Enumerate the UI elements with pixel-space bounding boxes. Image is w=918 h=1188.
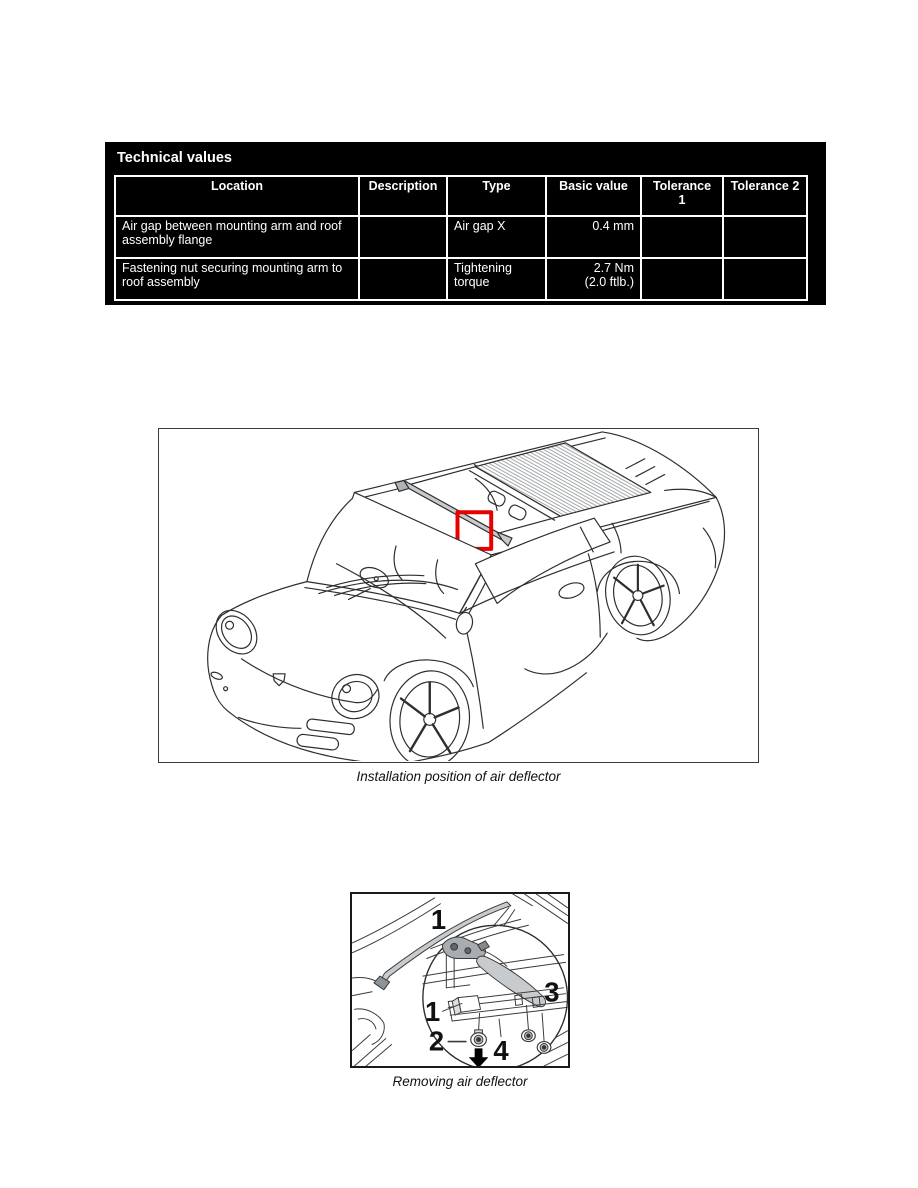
col-header-type: Type — [447, 176, 546, 216]
figure-2-caption: Removing air deflector — [392, 1074, 528, 1089]
figure-1-caption: Installation position of air deflector — [356, 769, 561, 784]
installation-position-figure — [158, 428, 759, 763]
technical-values-table — [114, 175, 808, 301]
removal-figure — [350, 892, 570, 1068]
cell-description — [359, 258, 447, 300]
basic-value-note: (2.0 ftlb.) — [584, 274, 634, 289]
taillight — [703, 528, 715, 568]
cell-basic-value — [546, 258, 641, 300]
technical-values-panel — [105, 142, 826, 305]
front-wheel — [384, 660, 474, 761]
door-handle — [557, 580, 586, 601]
table-header-row — [115, 176, 807, 216]
col-header-tolerance-1: Tolerance 1 — [641, 176, 723, 216]
cell-tolerance-2 — [723, 258, 807, 300]
table-row-air-gap — [115, 216, 807, 258]
col-header-location: Location — [115, 176, 359, 216]
cell-description — [359, 216, 447, 258]
car-illustration — [159, 429, 757, 761]
callout-1-bracket: 1 — [425, 996, 441, 1028]
bumper-intake — [296, 734, 339, 751]
cell-tolerance-1 — [641, 216, 723, 258]
callout-1-deflector: 1 — [430, 904, 447, 936]
steering-wheel — [354, 1009, 384, 1045]
table-row-fastening-nut — [115, 258, 807, 300]
rear-wheel — [598, 549, 679, 641]
cell-location: Air gap between mounting arm and roof assembly flange — [115, 216, 359, 258]
cell-location: Fastening nut securing mounting arm to roof assembly — [115, 258, 359, 300]
callout-2-nut: 2 — [428, 1025, 445, 1057]
col-header-tolerance-2: Tolerance 2 — [723, 176, 807, 216]
cell-tolerance-2 — [723, 216, 807, 258]
side-mirror — [454, 611, 474, 636]
basic-value-main: 0.4 mm — [592, 219, 634, 233]
left-headlight — [208, 602, 265, 661]
bumper-intake — [306, 718, 355, 735]
technical-values-title: Technical values — [117, 150, 232, 166]
callout-4-rail: 4 — [493, 1035, 509, 1066]
cell-tolerance-1 — [641, 258, 723, 300]
removal-illustration — [352, 894, 568, 1066]
callout-3-blade: 3 — [544, 976, 560, 1008]
cell-type: Air gap X — [447, 216, 546, 258]
col-header-description: Description — [359, 176, 447, 216]
col-header-basic-value: Basic value — [546, 176, 641, 216]
right-headlight — [326, 668, 386, 725]
cell-type: Tightening torque — [447, 258, 546, 300]
basic-value-main: 2.7 Nm — [593, 261, 634, 275]
cell-basic-value — [546, 216, 641, 258]
